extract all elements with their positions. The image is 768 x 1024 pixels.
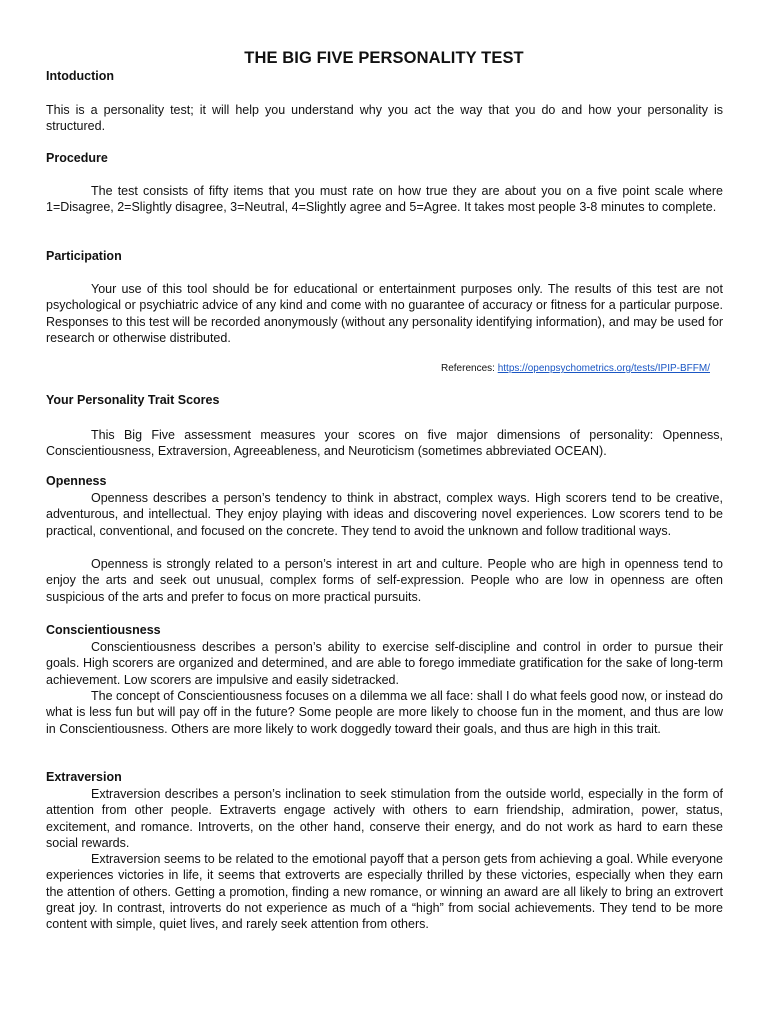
openness-paragraph-2: Openness is strongly related to a person’s interest in art and culture. People who are high in openness tend to enjoy the arts and seek out unusual, complex forms of self-expression. People who are low in openness are often suspicious of the arts and prefer to focus on more practical pursuits.: [46, 557, 723, 604]
conscientiousness-paragraph-2: The concept of Conscientiousness focuses on a dilemma we all face: shall I do what feels good now, or instead do what is less fun but will pay off in the future? Some people are more likely to choose fun in the moment, and thus are low in Conscientiousness. Others are more likely to work doggedly toward their goals, and thus are high in this trait.: [46, 689, 723, 736]
heading-introduction: Intoduction: [46, 69, 115, 83]
heading-conscientiousness: Conscientiousness: [46, 623, 161, 637]
references-label: References:: [441, 363, 498, 374]
intro-paragraph: This is a personality test; it will help you understand why you act the way that you do and how your personality is structured.: [46, 103, 723, 134]
heading-participation: Participation: [46, 249, 122, 263]
conscientiousness-paragraph-1: Conscientiousness describes a person’s ability to exercise self-discipline and control in order to pursue their goals. High scorers are organized and determined, and are able to forego immediate gratification for the sake of long-term achievement. Low scorers are impulsive and easily sidetracked.: [46, 640, 723, 687]
page-title: THE BIG FIVE PERSONALITY TEST: [244, 49, 524, 67]
extraversion-paragraph-2: Extraversion seems to be related to the emotional payoff that a person gets from achieving a goal. While everyone experiences victories in life, it seems that extroverts are especially thrilled by these victories, especially when they earn the attention of others. Getting a promotion, finding a new romance, or winning an award are all likely to bring an extrovert great joy. In contrast, introverts do not experience as much of a “high” from social achievements. They tend to be more content with simple, quiet lives, and rarely seek attention from others.: [46, 852, 723, 932]
participation-paragraph: Your use of this tool should be for educational or entertainment purposes only. The results of this test are not psychological or psychiatric advice of any kind and come with no guarantee of accuracy or fitness for a particular purpose. Responses to this test will be recorded anonymously (without any personality identifying information), and may be used for research or otherwise distributed.: [46, 282, 723, 345]
heading-openness: Openness: [46, 474, 107, 488]
procedure-paragraph: The test consists of fifty items that you must rate on how true they are about you on a five point scale where 1=Disagree, 2=Slightly disagree, 3=Neutral, 4=Slightly agree and 5=Agree. It takes most people 3-8 minutes to complete.: [46, 184, 723, 215]
extraversion-paragraph-1: Extraversion describes a person’s inclination to seek stimulation from the outside world, especially in the form of attention from other people. Extraverts engage actively with others to earn friendship, admiration, power, status, excitement, and romance. Introverts, on the other hand, conserve their energy, and do not work as hard to earn these social rewards.: [46, 787, 723, 850]
heading-trait-scores: Your Personality Trait Scores: [46, 393, 220, 407]
heading-extraversion: Extraversion: [46, 770, 122, 784]
references-line: [441, 363, 710, 374]
openness-paragraph-1: Openness describes a person’s tendency to think in abstract, complex ways. High scorers tend to be creative, adventurous, and intellectual. They enjoy playing with ideas and discovering novel experiences. Low scorers tend to be practical, conventional, and focused on the concrete. They tend to avoid the unknown and follow traditional ways.: [46, 491, 723, 538]
heading-procedure: Procedure: [46, 151, 108, 165]
trait-scores-paragraph: This Big Five assessment measures your scores on five major dimensions of personality: Openness, Conscientiousness, Extraversion, Agreeableness, and Neuroticism (sometimes abbreviated OCEAN).: [46, 428, 723, 459]
references-link[interactable]: https://openpsychometrics.org/tests/IPIP-BFFM/: [497, 363, 710, 374]
